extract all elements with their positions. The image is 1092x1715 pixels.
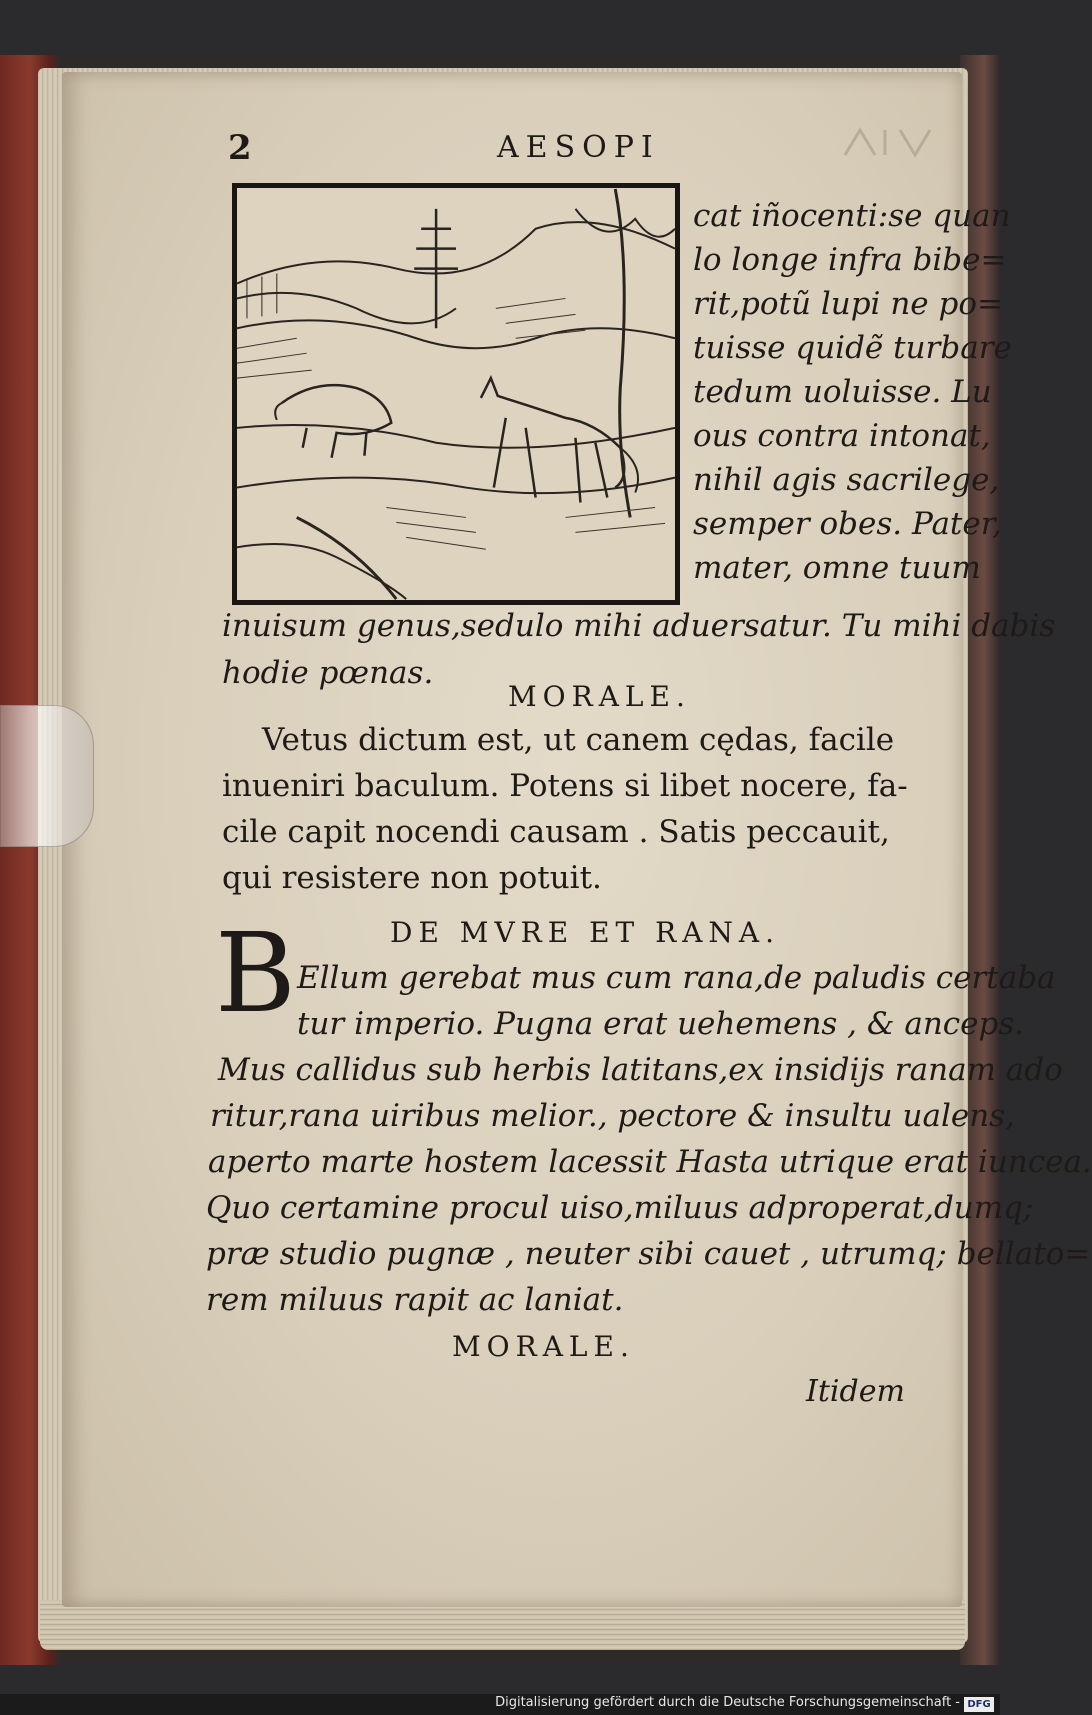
fable1-side-line: nihil agis sacrilege, <box>693 462 1000 498</box>
fable2-line: Mus callidus sub herbis latitans,ex insidijs ranam ado <box>218 1052 1063 1088</box>
fable2-line: rem miluus rapit ac laniat. <box>206 1282 624 1318</box>
fable1-side-line: cat iñocenti:se quan <box>693 198 1011 234</box>
fable2-line: Quo certamine procul uiso,miluus adproperat,dumq; <box>206 1190 1034 1226</box>
fable1-line: inuisum genus,sedulo mihi aduersatur. Tu mihi dabis <box>222 608 1056 644</box>
fable1-line: hodie pœnas. <box>222 655 434 691</box>
funding-credit: Digitalisierung gefördert durch die Deutsche Forschungsgemeinschaft - <box>495 1695 960 1710</box>
fable2-line: præ studio pugnæ , neuter sibi cauet , utrumq; bellato= <box>206 1236 1091 1272</box>
fable1-side-line: mater, omne tuum <box>693 550 981 586</box>
fable1-side-line: lo longe infra bibe= <box>693 242 1007 278</box>
page-number: 2 <box>228 128 252 168</box>
running-head: AESOPI <box>497 130 660 165</box>
fable1-morale-line: inueniri baculum. Potens si libet nocere, fa- <box>222 768 908 804</box>
page-block-bottom-edge <box>40 1600 965 1650</box>
woodcut-drawing <box>237 188 675 600</box>
fable2-line: tur imperio. Pugna erat uehemens , & anceps. <box>297 1006 1025 1042</box>
fable2-line: ritur,rana uiribus melior., pectore & insultu ualens, <box>210 1098 1015 1134</box>
fable1-morale-line: qui resistere non potuit. <box>222 860 602 896</box>
fable1-side-line: tuisse quidẽ turbare <box>693 330 1012 366</box>
catchword: Itidem <box>806 1374 905 1409</box>
fable2-line: Ellum gerebat mus cum rana,de paludis certaba <box>297 960 1056 996</box>
fable1-morale-heading: MORALE. <box>508 680 691 713</box>
page-clip <box>0 705 94 847</box>
fable1-morale-line: cile capit nocendi causam . Satis peccauit, <box>222 814 890 850</box>
fable1-side-line: ous contra intonat, <box>693 418 991 454</box>
fable1-side-line: rit,potũ lupi ne po= <box>693 286 1003 322</box>
fable2-title: DE MVRE ET RANA. <box>390 916 781 949</box>
fable1-morale-line: Vetus dictum est, ut canem cędas, facile <box>262 722 895 758</box>
fable2-line: aperto marte hostem lacessit Hasta utrique erat iuncea. <box>208 1144 1092 1180</box>
fable1-side-line: semper obes. Pater, <box>693 506 1003 542</box>
fable1-side-line: tedum uoluisse. Lu <box>693 374 992 410</box>
dfg-logo: DFG <box>964 1697 994 1712</box>
fable2-drop-cap: B <box>215 909 296 1037</box>
woodcut-wolf-and-lamb <box>232 183 680 605</box>
fable2-morale-heading: MORALE. <box>452 1330 635 1363</box>
show-through-mark <box>840 125 950 165</box>
